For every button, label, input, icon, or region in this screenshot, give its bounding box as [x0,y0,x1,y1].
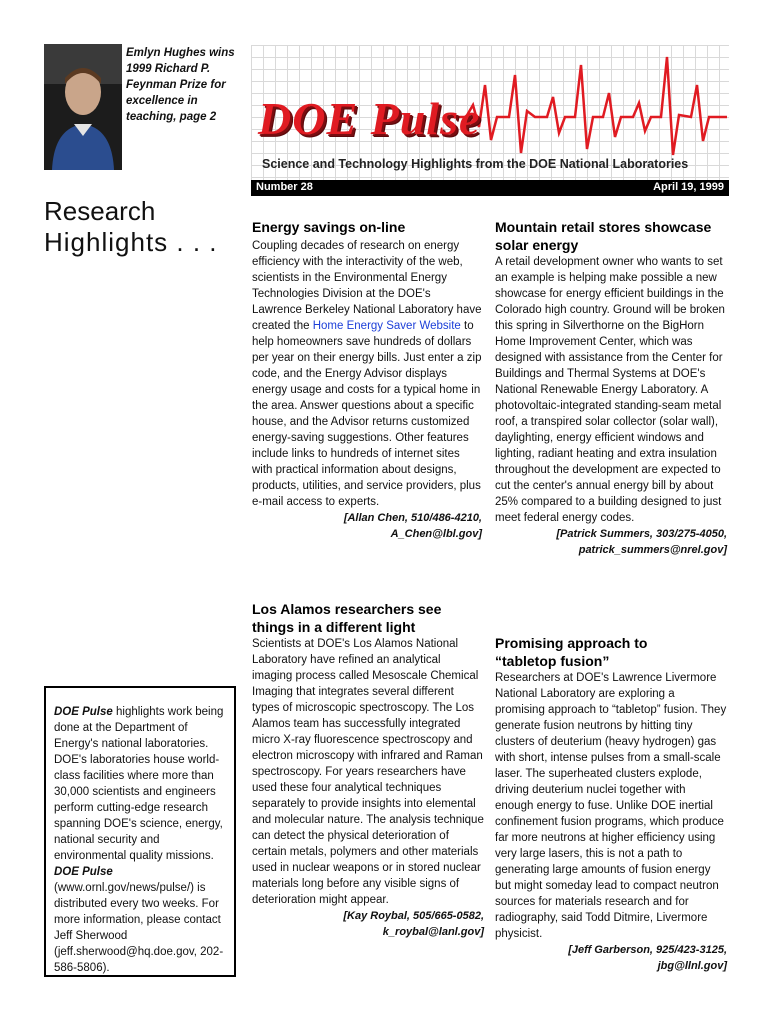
masthead-tagline: Science and Technology Highlights from the DOE National Laboratories [262,157,689,171]
article-body: Scientists at DOE's Los Alamos National Laboratory have refined an analytical imaging process called Mesoscale Chemical Imaging that integrates several different types of microscopic spectroscopy. The Los Alamos team has successfully integrated micro X-ray fluorescence spectroscopy and electron microscopy with infrared and Raman spectroscopy. For years researchers have used these four analytical techniques separately to provide insights into elemental and molecular nature. The analysis technique can detect the physical deterioration of certain metals, polymers and other materials used in nuclear weapons or in stored nuclear materials long before any visible signs of deterioration might appear. [252,638,484,906]
headline-line-1: Los Alamos researchers see [252,601,442,617]
section-title [44,196,218,258]
credit-line-2[interactable]: jbg@llnl.gov] [657,960,727,972]
article-headline: Energy savings on-line [252,219,406,235]
issue-date: April 19, 1999 [653,181,724,193]
article-body-text-2: to help homeowners save hundreds of dollars per year on their energy bills. Just enter a zip code, and the Energy Advisor displays energy usage and costs for a typical home in the area. Answer questions about a specific house, and the Advisor returns customized energy-saving suggestions. Other features include links to hundreds of internet sites with practical information about designs, products, utilities, and service providers, plus e-mail access to experts. [252,320,482,508]
article-body: Researchers at DOE's Lawrence Livermore National Laboratory are exploring a promising approach to “tabletop” fusion. They generate fusion neutrons by hitting tiny clusters of deuterium (heavy hydrogen) gas with short, intense pulses from a small-scale laser. The superheated clusters explode, driving deuterium nuclei together with enough energy to fuse. Unlike DOE inertial confinement fusion programs, which produce far more neutrons at higher efficiency using very large lasers, this is not a path to generating large amounts of fusion energy but might someday lead to compact neutron sources for materials research and for radiography, said Todd Ditmire, Livermore physicist. [495,672,727,940]
home-energy-saver-link[interactable]: Home Energy Saver Website [312,320,461,332]
pub-name: DOE Pulse [54,706,113,718]
credit-line-2[interactable]: k_roybal@lanl.gov] [382,926,484,938]
credit-line-1: [Allan Chen, 510/486-4210, [343,512,482,524]
article-mountain-retail [495,218,727,558]
issue-number: Number 28 [256,181,313,193]
credit-line-1: [Kay Roybal, 505/665-0582, [343,910,484,922]
article-energy-savings [252,218,482,542]
headline-line-1: Mountain retail stores showcase [495,219,712,235]
article-headline [495,218,727,254]
about-text-1: highlights work being done at the Department of Energy's national laboratories. DOE's laboratories house world-class facilities where more than 30,000 scientists and engineers perform cutting-edge research spanning DOE's science, energy, national security and environmental quality missions. [54,706,224,862]
section-title-line1: Research [44,196,156,226]
article-body: A retail development owner who wants to set an example is helping make possible a new showcase for energy efficient buildings in the Colorado high country. Ground will be broken this spring in Silverthorne on the BigHorn Home Improvement Center, which was designed with assistance from the Center for Buildings and Thermal Systems at DOE's National Renewable Energy Laboratory. A photovoltaic-integrated standing-seam metal roof, a transpired solar collector (solar wall), daylighting, energy efficient windows and lighting, radiant heating and extra insulation throughout the development are expected to cut the center's annual energy bill by about 25% compared to a building designed to just meet federal energy codes. [495,256,725,524]
article-los-alamos [252,600,484,940]
issue-bar [251,180,729,196]
credit-line-1: [Jeff Garberson, 925/423-3125, [568,944,727,956]
article-credit [495,942,727,974]
headline-line-2: things in a different light [252,619,416,635]
masthead-title: DOE Pulse [258,93,481,144]
article-credit [495,526,727,558]
credit-line-2[interactable]: A_Chen@lbl.gov] [390,528,482,540]
article-credit [252,908,484,940]
pub-name-2: DOE Pulse [54,866,113,878]
headline-line-2: “tabletop fusion” [495,653,610,669]
portrait-photo [44,44,122,170]
article-credit [252,510,482,542]
article-body [252,238,482,510]
credit-line-1: [Patrick Summers, 303/275-4050, [556,528,727,540]
article-body-text: Coupling decades of research on energy efficiency with the interactivity of the web, scientists in the Environmental Energy Technologies Division at the DOE's Lawrence Berkeley National Laboratory have created the [252,240,482,332]
headline-line-1: Promising approach to [495,635,648,651]
article-headline [495,634,727,670]
teaser-text[interactable]: Emlyn Hughes wins 1999 Richard P. Feynman Prize for excellence in teaching, page 2 [126,47,235,123]
about-text-2: (www.ornl.gov/news/pulse/) is distributed every two weeks. For more information, please contact Jeff Sherwood (jeff.sherwood@hq.doe.gov, 202-586-5806). [54,882,224,974]
about-box-text [54,704,229,976]
credit-line-2[interactable]: patrick_summers@nrel.gov] [578,544,727,556]
article-tabletop-fusion [495,634,727,974]
article-headline [252,600,484,636]
headline-line-2: solar energy [495,237,579,253]
section-title-line2: Highlights . . . [44,227,218,257]
